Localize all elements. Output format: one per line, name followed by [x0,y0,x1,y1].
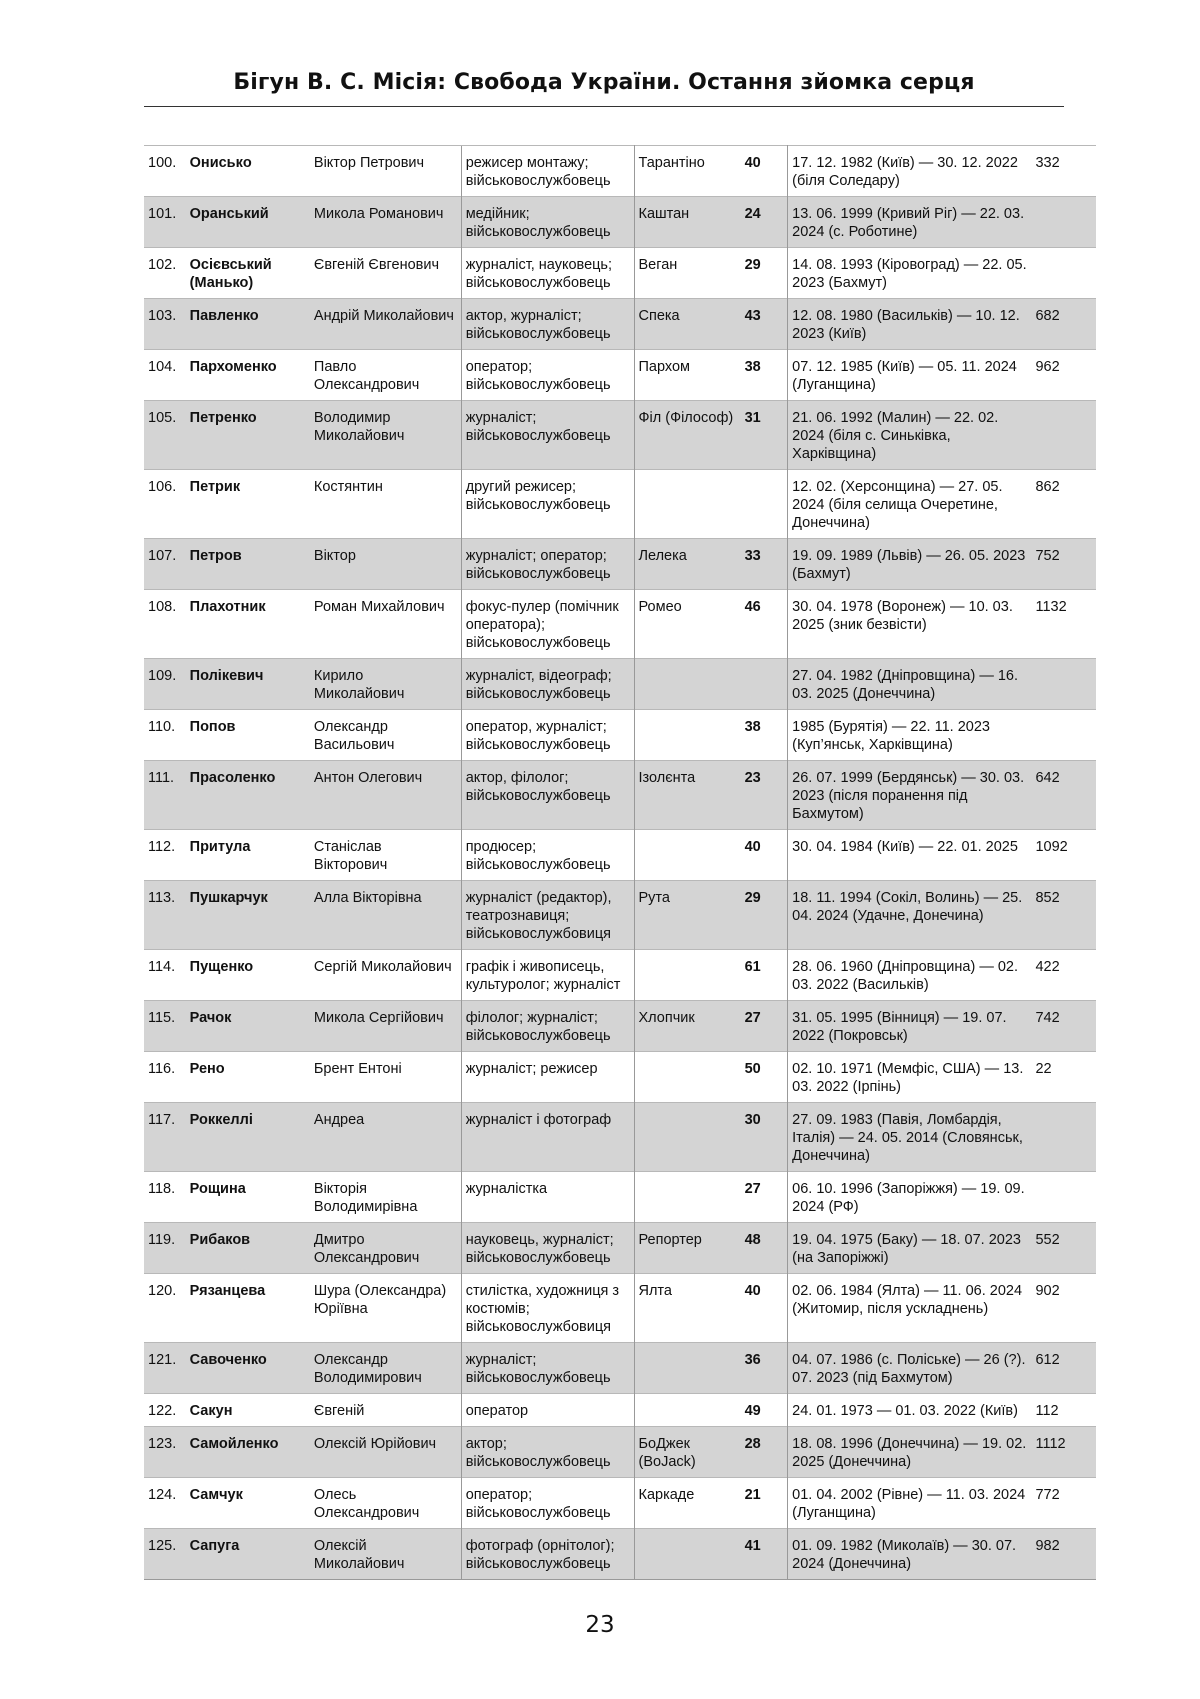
life-dates-cell: 19. 04. 1975 (Баку) — 18. 07. 2023 (на Запоріжжі) [788,1223,1032,1274]
occupation-cell: журналіст; військовослужбовець [461,1343,634,1394]
callsign-cell: Ялта [634,1274,741,1343]
age-cell [741,659,788,710]
table-row [144,1529,1096,1580]
surname-cell: Самчук [186,1478,310,1529]
table-row [144,1343,1096,1394]
life-dates-cell: 27. 09. 1983 (Павія, Ломбардія, Італія) — 24. 05. 2014 (Словянськ, Донеччина) [788,1103,1032,1172]
table-row [144,350,1096,401]
surname-cell: Петров [186,539,310,590]
table-row [144,1478,1096,1529]
callsign-cell: Репортер [634,1223,741,1274]
row-number: 107. [144,539,186,590]
life-dates-cell: 18. 11. 1994 (Сокіл, Волинь) — 25. 04. 2024 (Удачне, Донечина) [788,881,1032,950]
days-cell [1031,710,1096,761]
given-name-cell: Віктор [310,539,461,590]
row-number: 117. [144,1103,186,1172]
row-number: 121. [144,1343,186,1394]
row-number: 105. [144,401,186,470]
given-name-cell: Олексій Миколайович [310,1529,461,1580]
age-cell: 50 [741,1052,788,1103]
callsign-cell [634,470,741,539]
given-name-cell: Євгеній [310,1394,461,1427]
days-cell: 752 [1031,539,1096,590]
callsign-cell: Хлопчик [634,1001,741,1052]
surname-cell: Рачок [186,1001,310,1052]
occupation-cell: журналіст; оператор; військовослужбовець [461,539,634,590]
table-row [144,1223,1096,1274]
days-cell: 682 [1031,299,1096,350]
life-dates-cell: 12. 02. (Херсонщина) — 27. 05. 2024 (біля селища Очеретине, Донеччина) [788,470,1032,539]
surname-cell: Павленко [186,299,310,350]
callsign-cell: Ізолєнта [634,761,741,830]
occupation-cell: філолог; журналіст; військовослужбовець [461,1001,634,1052]
table-row [144,881,1096,950]
row-number: 112. [144,830,186,881]
surname-cell: Самойленко [186,1427,310,1478]
table-row [144,1394,1096,1427]
surname-cell: Рибаков [186,1223,310,1274]
occupation-cell: режисер монтажу; військовослужбовець [461,146,634,197]
days-cell: 902 [1031,1274,1096,1343]
days-cell: 1132 [1031,590,1096,659]
row-number: 125. [144,1529,186,1580]
surname-cell: Петренко [186,401,310,470]
given-name-cell: Олександр Васильович [310,710,461,761]
occupation-cell: графік і живописець, культуролог; журналіст [461,950,634,1001]
life-dates-cell: 13. 06. 1999 (Кривий Ріг) — 22. 03. 2024 (с. Роботине) [788,197,1032,248]
age-cell: 49 [741,1394,788,1427]
age-cell: 46 [741,590,788,659]
given-name-cell: Микола Романович [310,197,461,248]
days-cell: 642 [1031,761,1096,830]
days-cell: 772 [1031,1478,1096,1529]
days-cell: 742 [1031,1001,1096,1052]
row-number: 119. [144,1223,186,1274]
given-name-cell: Володимир Миколайович [310,401,461,470]
occupation-cell: актор, філолог; військовослужбовець [461,761,634,830]
given-name-cell: Андреа [310,1103,461,1172]
table-row [144,1172,1096,1223]
row-number: 100. [144,146,186,197]
occupation-cell: актор; військовослужбовець [461,1427,634,1478]
occupation-cell: журналіст; режисер [461,1052,634,1103]
surname-cell: Ониськo [186,146,310,197]
given-name-cell: Андрій Миколайович [310,299,461,350]
life-dates-cell: 31. 05. 1995 (Вінниця) — 19. 07. 2022 (Покровськ) [788,1001,1032,1052]
age-cell: 29 [741,881,788,950]
surname-cell: Оранський [186,197,310,248]
occupation-cell: медійник; військовослужбовець [461,197,634,248]
row-number: 124. [144,1478,186,1529]
callsign-cell [634,830,741,881]
surname-cell: Пушкарчук [186,881,310,950]
age-cell: 43 [741,299,788,350]
callsign-cell: Тарантіно [634,146,741,197]
callsign-cell: Пархом [634,350,741,401]
life-dates-cell: 01. 09. 1982 (Миколаїв) — 30. 07. 2024 (Донеччина) [788,1529,1032,1580]
days-cell [1031,1172,1096,1223]
days-cell [1031,197,1096,248]
callsign-cell [634,1172,741,1223]
callsign-cell [634,1343,741,1394]
age-cell: 28 [741,1427,788,1478]
occupation-cell: оператор, журналіст; військовослужбовець [461,710,634,761]
row-number: 120. [144,1274,186,1343]
age-cell: 38 [741,350,788,401]
given-name-cell: Сергій Миколайович [310,950,461,1001]
table-row [144,761,1096,830]
surname-cell: Пущенко [186,950,310,1001]
surname-cell: Сапуга [186,1529,310,1580]
life-dates-cell: 30. 04. 1978 (Воронеж) — 10. 03. 2025 (зник безвісти) [788,590,1032,659]
age-cell: 36 [741,1343,788,1394]
occupation-cell: журналіст; військовослужбовець [461,401,634,470]
page-header-title: Бігун В. С. Місія: Свобода України. Остання зйомка серця [233,70,975,95]
callsign-cell [634,1052,741,1103]
age-cell: 40 [741,1274,788,1343]
page-number: 23 [585,1612,615,1638]
age-cell: 27 [741,1172,788,1223]
occupation-cell: журналіст (редактор), театрознавиця; військовослужбовиця [461,881,634,950]
table-row [144,470,1096,539]
row-number: 102. [144,248,186,299]
days-cell: 332 [1031,146,1096,197]
table-row [144,299,1096,350]
days-cell: 982 [1031,1529,1096,1580]
surname-cell: Рощина [186,1172,310,1223]
surname-cell: Притула [186,830,310,881]
life-dates-cell: 14. 08. 1993 (Кіровоград) — 22. 05. 2023 (Бахмут) [788,248,1032,299]
surname-cell: Сакун [186,1394,310,1427]
given-name-cell: Олександр Володимирович [310,1343,461,1394]
row-number: 116. [144,1052,186,1103]
days-cell: 612 [1031,1343,1096,1394]
row-number: 103. [144,299,186,350]
given-name-cell: Антон Олегович [310,761,461,830]
table-row [144,590,1096,659]
callsign-cell: БоДжек (BoJack) [634,1427,741,1478]
life-dates-cell: 17. 12. 1982 (Київ) — 30. 12. 2022 (біля Соледару) [788,146,1032,197]
life-dates-cell: 28. 06. 1960 (Дніпровщина) — 02. 03. 2022 (Васильків) [788,950,1032,1001]
life-dates-cell: 26. 07. 1999 (Бердянськ) — 30. 03. 2023 (після поранення під Бахмутом) [788,761,1032,830]
callsign-cell: Спека [634,299,741,350]
table-row [144,1103,1096,1172]
life-dates-cell: 30. 04. 1984 (Київ) — 22. 01. 2025 [788,830,1032,881]
life-dates-cell: 24. 01. 1973 — 01. 03. 2022 (Київ) [788,1394,1032,1427]
life-dates-cell: 1985 (Бурятія) — 22. 11. 2023 (Куп’янськ, Харківщина) [788,710,1032,761]
table-row [144,1001,1096,1052]
surname-cell: Пархоменко [186,350,310,401]
surname-cell: Савоченко [186,1343,310,1394]
occupation-cell: науковець, журналіст; військовослужбовець [461,1223,634,1274]
given-name-cell: Вікторія Володимирівна [310,1172,461,1223]
life-dates-cell: 02. 06. 1984 (Ялта) — 11. 06. 2024 (Житомир, після ускладнень) [788,1274,1032,1343]
age-cell: 48 [741,1223,788,1274]
row-number: 114. [144,950,186,1001]
occupation-cell: продюсер; військовослужбовець [461,830,634,881]
surname-cell: Роккеллі [186,1103,310,1172]
callsign-cell: Каштан [634,197,741,248]
age-cell: 40 [741,830,788,881]
surname-cell: Полікевич [186,659,310,710]
days-cell [1031,659,1096,710]
surname-cell: Попов [186,710,310,761]
occupation-cell: журналіст, відеограф; військовослужбовець [461,659,634,710]
table-row [144,401,1096,470]
age-cell: 30 [741,1103,788,1172]
callsign-cell: Веган [634,248,741,299]
age-cell: 27 [741,1001,788,1052]
roster-table [144,145,1096,1580]
row-number: 115. [144,1001,186,1052]
row-number: 118. [144,1172,186,1223]
life-dates-cell: 01. 04. 2002 (Рівне) — 11. 03. 2024 (Луганщина) [788,1478,1032,1529]
days-cell [1031,248,1096,299]
days-cell: 1112 [1031,1427,1096,1478]
table-row [144,197,1096,248]
occupation-cell: фотограф (орнітолог); військовослужбовець [461,1529,634,1580]
days-cell [1031,1103,1096,1172]
surname-cell: Петрик [186,470,310,539]
occupation-cell: оператор [461,1394,634,1427]
days-cell: 112 [1031,1394,1096,1427]
occupation-cell: журналіст і фотограф [461,1103,634,1172]
table-row [144,539,1096,590]
row-number: 110. [144,710,186,761]
table-row [144,146,1096,197]
days-cell [1031,401,1096,470]
callsign-cell: Філ (Філософ) [634,401,741,470]
callsign-cell [634,1103,741,1172]
age-cell: 41 [741,1529,788,1580]
occupation-cell: оператор; військовослужбовець [461,1478,634,1529]
days-cell: 962 [1031,350,1096,401]
days-cell: 422 [1031,950,1096,1001]
given-name-cell: Роман Михайлович [310,590,461,659]
row-number: 123. [144,1427,186,1478]
surname-cell: Осієвський (Манько) [186,248,310,299]
table-row [144,1274,1096,1343]
life-dates-cell: 06. 10. 1996 (Запоріжжя) — 19. 09. 2024 (РФ) [788,1172,1032,1223]
table-row [144,659,1096,710]
callsign-cell: Лелека [634,539,741,590]
age-cell: 24 [741,197,788,248]
row-number: 113. [144,881,186,950]
occupation-cell: оператор; військовослужбовець [461,350,634,401]
callsign-cell: Ромео [634,590,741,659]
given-name-cell: Олесь Олександрович [310,1478,461,1529]
row-number: 101. [144,197,186,248]
age-cell: 31 [741,401,788,470]
roster-table-body [144,146,1096,1580]
surname-cell: Прасоленко [186,761,310,830]
life-dates-cell: 18. 08. 1996 (Донеччина) — 19. 02. 2025 (Донеччина) [788,1427,1032,1478]
given-name-cell: Дмитро Олександрович [310,1223,461,1274]
age-cell: 40 [741,146,788,197]
given-name-cell: Брент Ентоні [310,1052,461,1103]
table-row [144,1052,1096,1103]
table-row [144,248,1096,299]
days-cell: 862 [1031,470,1096,539]
life-dates-cell: 21. 06. 1992 (Малин) — 22. 02. 2024 (біля с. Синьківка, Харківщина) [788,401,1032,470]
given-name-cell: Шура (Олександра) Юріївна [310,1274,461,1343]
row-number: 106. [144,470,186,539]
life-dates-cell: 27. 04. 1982 (Дніпровщина) — 16. 03. 2025 (Донеччина) [788,659,1032,710]
given-name-cell: Станіслав Вікторович [310,830,461,881]
occupation-cell: стилістка, художниця з костюмів; військовослужбовиця [461,1274,634,1343]
days-cell: 22 [1031,1052,1096,1103]
occupation-cell: фокус-пулер (помічник оператора); військовослужбовець [461,590,634,659]
given-name-cell: Павло Олександрович [310,350,461,401]
age-cell: 21 [741,1478,788,1529]
life-dates-cell: 02. 10. 1971 (Мемфіс, США) — 13. 03. 2022 (Ірпінь) [788,1052,1032,1103]
table-row [144,950,1096,1001]
callsign-cell: Рута [634,881,741,950]
life-dates-cell: 07. 12. 1985 (Київ) — 05. 11. 2024 (Луганщина) [788,350,1032,401]
age-cell: 33 [741,539,788,590]
row-number: 109. [144,659,186,710]
callsign-cell [634,659,741,710]
table-row [144,830,1096,881]
age-cell: 61 [741,950,788,1001]
given-name-cell: Олексій Юрійович [310,1427,461,1478]
age-cell: 29 [741,248,788,299]
given-name-cell: Кирило Миколайович [310,659,461,710]
table-row [144,710,1096,761]
callsign-cell [634,950,741,1001]
surname-cell: Плахотник [186,590,310,659]
age-cell: 38 [741,710,788,761]
callsign-cell [634,1529,741,1580]
given-name-cell: Алла Вікторівна [310,881,461,950]
callsign-cell: Каркаде [634,1478,741,1529]
row-number: 104. [144,350,186,401]
given-name-cell: Костянтин [310,470,461,539]
row-number: 108. [144,590,186,659]
age-cell: 23 [741,761,788,830]
surname-cell: Рязанцева [186,1274,310,1343]
life-dates-cell: 12. 08. 1980 (Васильків) — 10. 12. 2023 (Київ) [788,299,1032,350]
days-cell: 552 [1031,1223,1096,1274]
table-row [144,1427,1096,1478]
life-dates-cell: 19. 09. 1989 (Львів) — 26. 05. 2023 (Бахмут) [788,539,1032,590]
header-divider [144,106,1064,107]
days-cell: 1092 [1031,830,1096,881]
given-name-cell: Микола Сергійович [310,1001,461,1052]
occupation-cell: актор, журналіст; військовослужбовець [461,299,634,350]
callsign-cell [634,1394,741,1427]
row-number: 111. [144,761,186,830]
surname-cell: Рено [186,1052,310,1103]
occupation-cell: журналістка [461,1172,634,1223]
row-number: 122. [144,1394,186,1427]
days-cell: 852 [1031,881,1096,950]
life-dates-cell: 04. 07. 1986 (с. Поліське) — 26 (?). 07. 2023 (під Бахмутом) [788,1343,1032,1394]
given-name-cell: Євгеній Євгенович [310,248,461,299]
callsign-cell [634,710,741,761]
occupation-cell: журналіст, науковець; військовослужбовець [461,248,634,299]
given-name-cell: Віктор Петрович [310,146,461,197]
occupation-cell: другий режисер; військовослужбовець [461,470,634,539]
age-cell [741,470,788,539]
